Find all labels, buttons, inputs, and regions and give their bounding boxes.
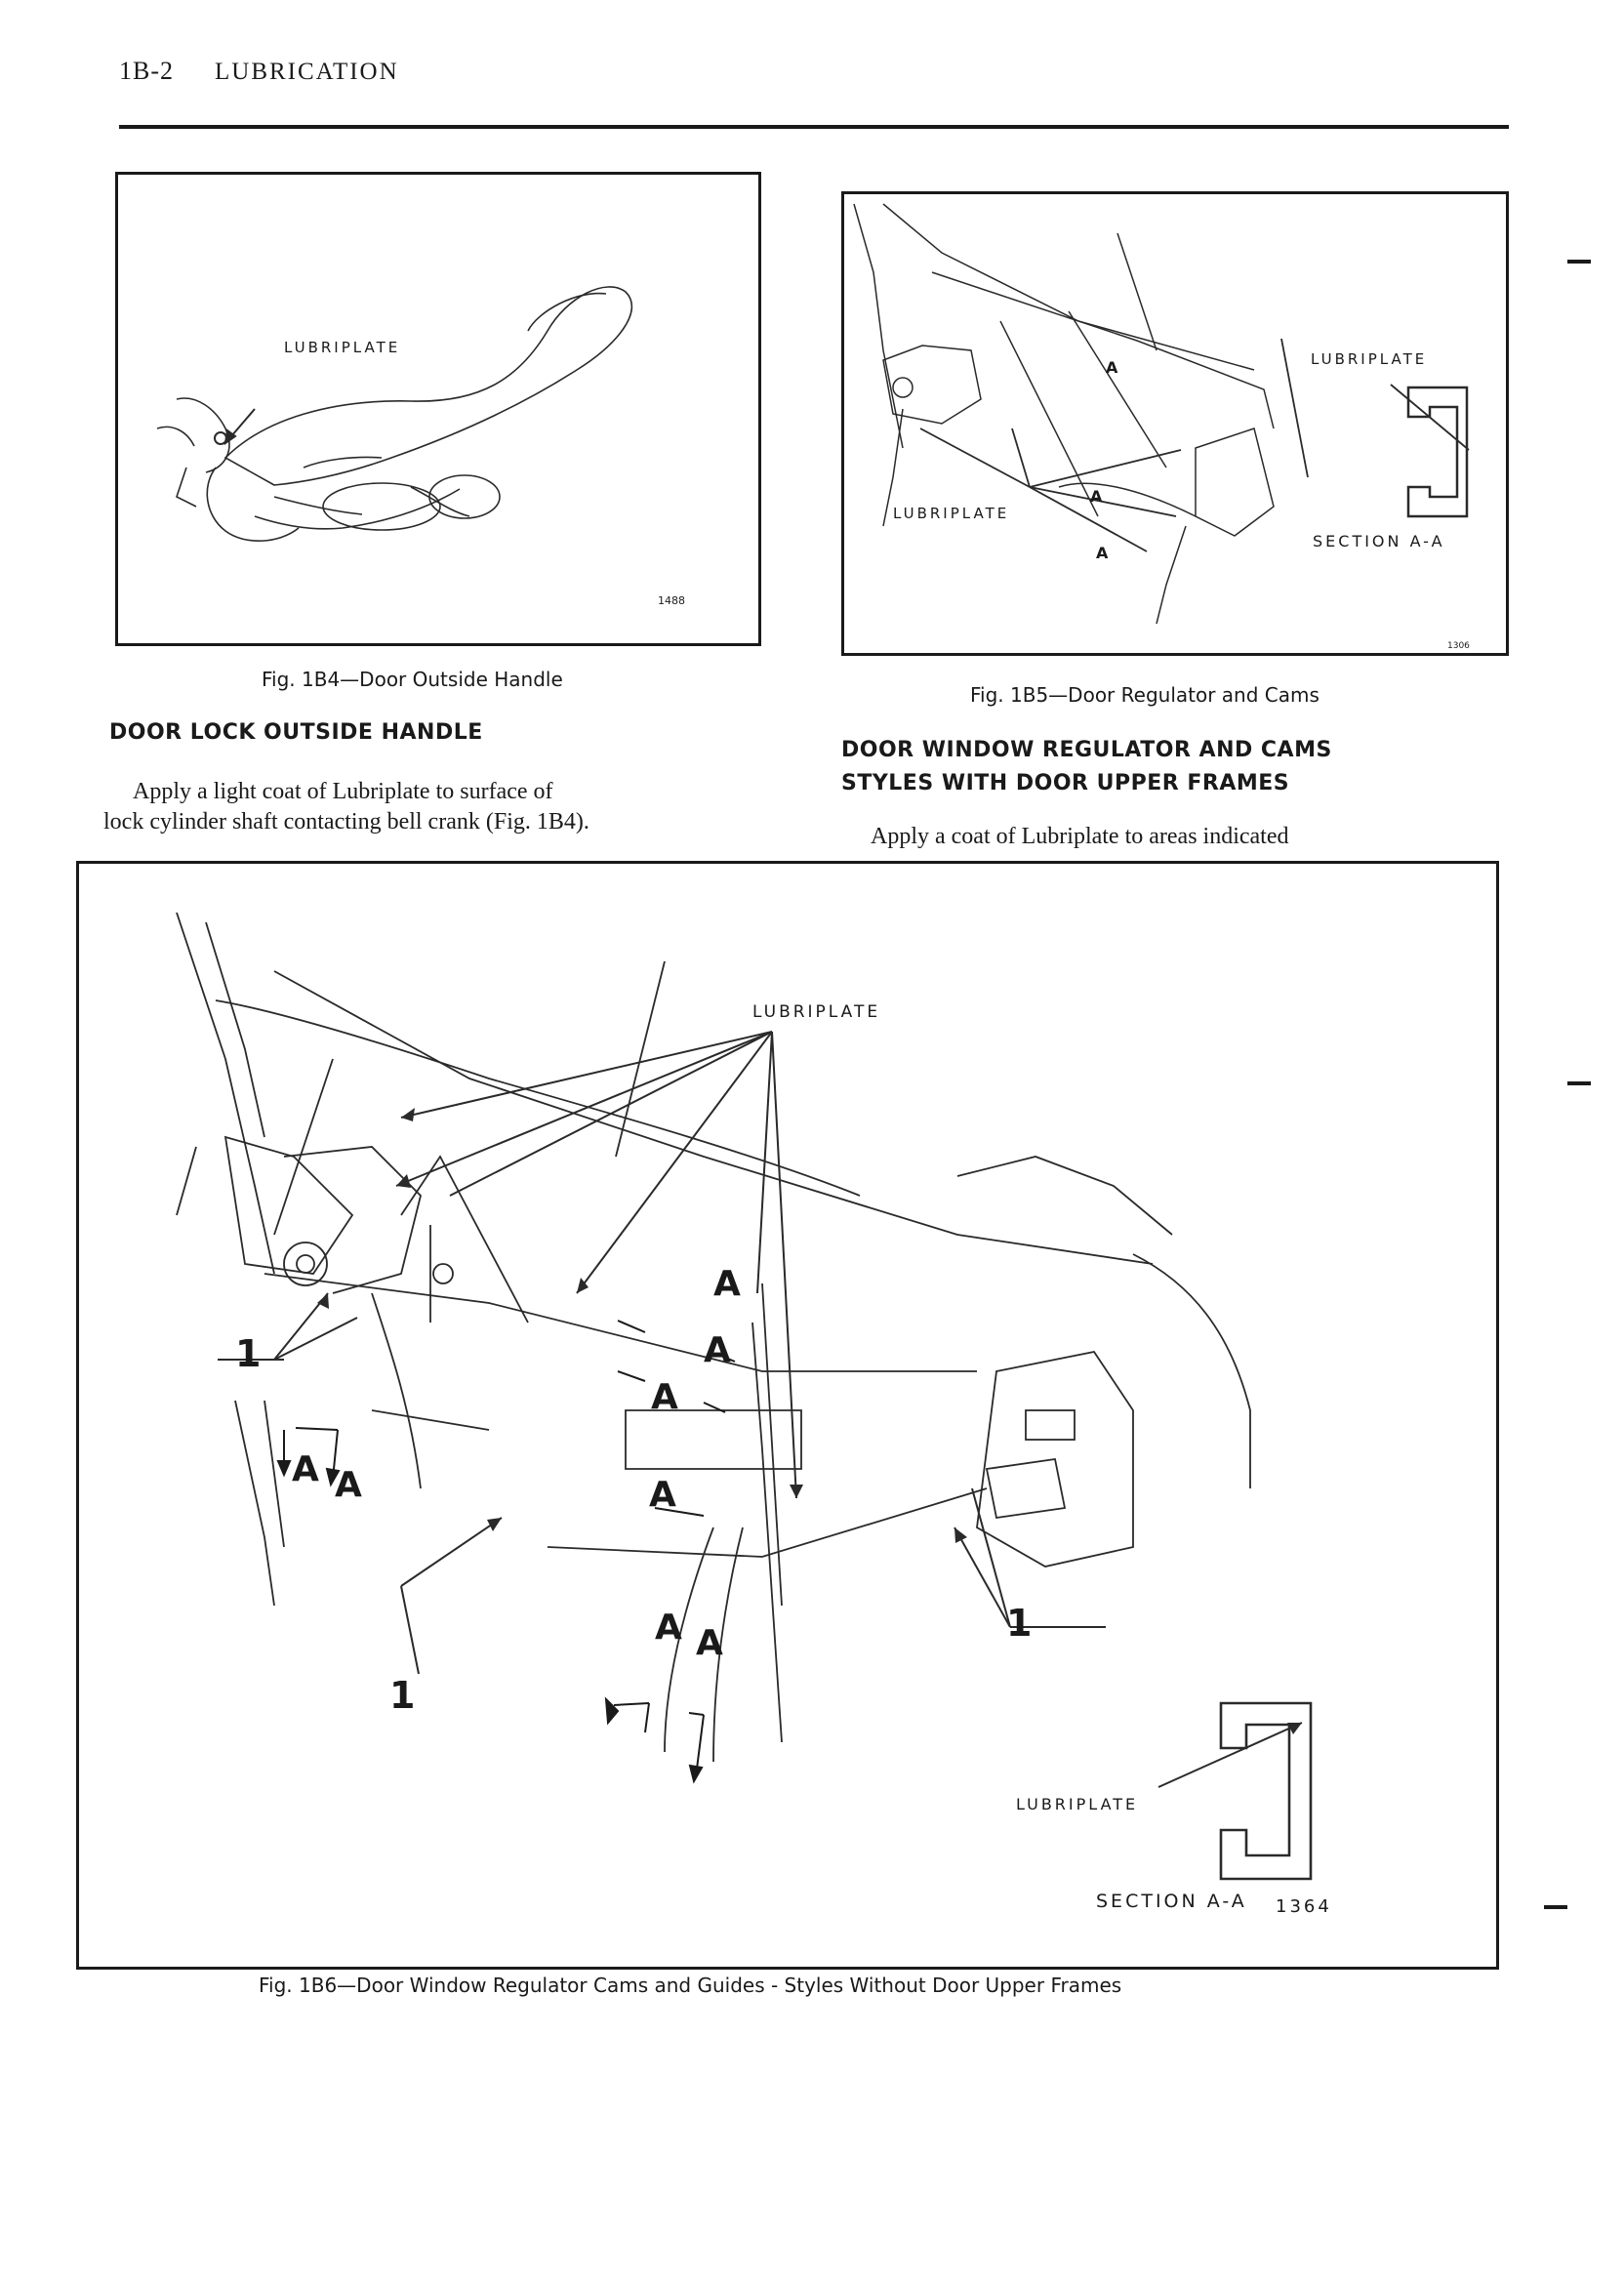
figure-number: 1306	[1447, 641, 1470, 651]
header-rule	[119, 125, 1509, 129]
lubriplate-label: LUBRIPLATE	[1311, 350, 1428, 368]
figure-number: 1488	[658, 594, 685, 607]
section-callout-a: A	[696, 1623, 723, 1663]
figure-door-regulator-cams	[841, 191, 1509, 656]
lubriplate-label: LUBRIPLATE	[752, 1002, 881, 1022]
section-heading: DOOR WINDOW REGULATOR AND CAMS	[841, 738, 1332, 762]
lubriplate-label: LUBRIPLATE	[1016, 1795, 1139, 1813]
part-callout-1: 1	[1006, 1602, 1033, 1645]
lubriplate-label: LUBRIPLATE	[284, 339, 401, 356]
page-number: 1B-2	[119, 57, 174, 85]
section-callout-a: A	[651, 1377, 678, 1417]
section-callout-a: A	[1106, 358, 1118, 377]
section-label: SECTION A-A	[1096, 1891, 1247, 1912]
part-callout-1: 1	[389, 1674, 416, 1717]
margin-mark	[1567, 260, 1591, 264]
section-callout-a: A	[292, 1449, 319, 1489]
figure-caption: Fig. 1B4—Door Outside Handle	[262, 668, 563, 691]
section-title: LUBRICATION	[215, 59, 399, 85]
figure-door-window-regulator-guides	[76, 861, 1499, 1970]
figure-number: 1364	[1276, 1896, 1332, 1917]
door-handle-illustration	[118, 175, 758, 643]
margin-mark	[1567, 1081, 1591, 1085]
section-callout-a: A	[649, 1475, 676, 1515]
body-text: Apply a coat of Lubriplate to areas indicated	[871, 824, 1289, 849]
section-callout-a: A	[335, 1465, 362, 1505]
figure-door-outside-handle	[115, 172, 761, 646]
figure-caption: Fig. 1B6—Door Window Regulator Cams and Guides - Styles Without Door Upper Frames	[259, 1974, 1122, 1997]
body-text: lock cylinder shaft contacting bell crank (Fig. 1B4).	[103, 809, 589, 835]
part-callout-1: 1	[235, 1332, 262, 1375]
section-callout-a: A	[1096, 544, 1109, 562]
section-heading: DOOR LOCK OUTSIDE HANDLE	[109, 720, 483, 745]
margin-mark	[1544, 1905, 1567, 1909]
section-callout-a: A	[713, 1264, 741, 1304]
section-callout-a: A	[704, 1330, 731, 1370]
lubriplate-label: LUBRIPLATE	[893, 505, 1010, 522]
section-callout-a: A	[655, 1608, 682, 1648]
section-callout-a: A	[1090, 487, 1103, 506]
door-regulator-illustration	[844, 194, 1506, 653]
door-window-regulator-illustration	[79, 864, 1496, 1967]
figure-caption: Fig. 1B5—Door Regulator and Cams	[970, 683, 1320, 707]
section-label: SECTION A-A	[1313, 532, 1445, 550]
body-text: Apply a light coat of Lubriplate to surface of	[133, 779, 553, 804]
section-heading: STYLES WITH DOOR UPPER FRAMES	[841, 771, 1290, 795]
